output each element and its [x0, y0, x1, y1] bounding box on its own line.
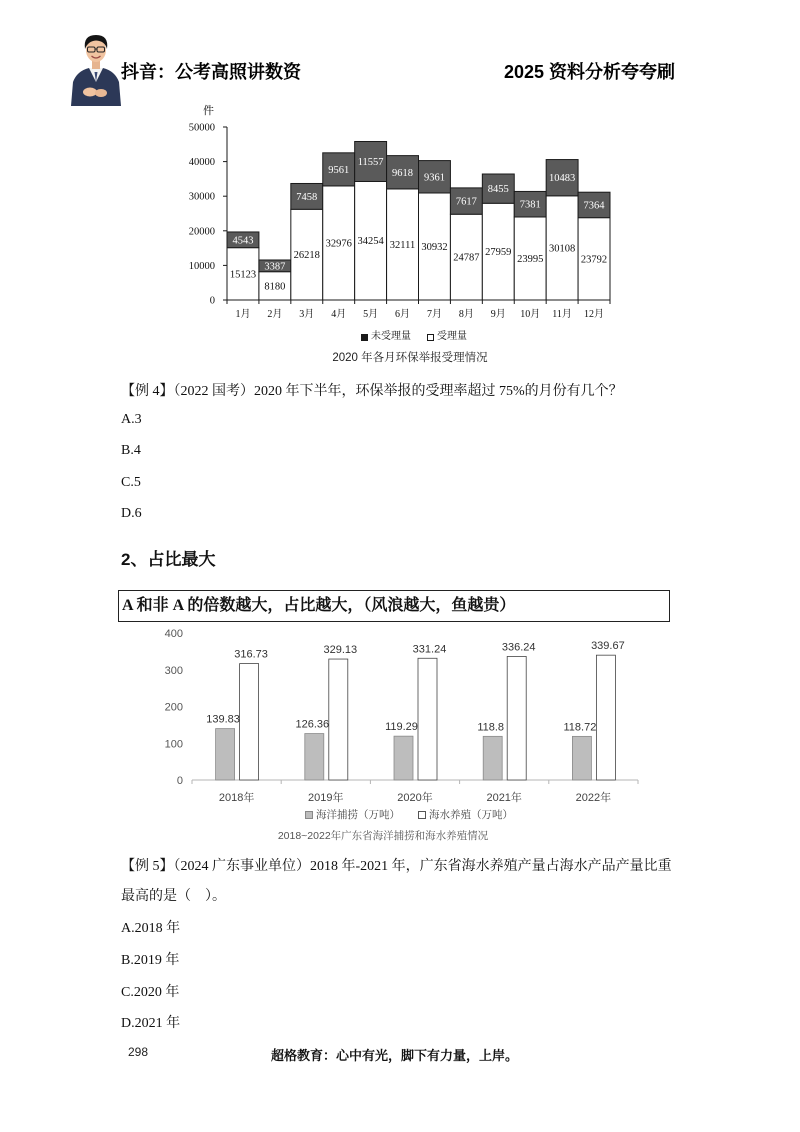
- data-label-unaccepted-6: 9618: [392, 167, 414, 179]
- bar-mariculture-3: [418, 658, 437, 780]
- data-label-marine-fishing-3: 119.29: [385, 721, 418, 734]
- footer-slogan: 超格教育：心中有光，脚下有力量，上岸。: [271, 1048, 519, 1063]
- data-label-accepted-12: 23792: [580, 254, 608, 266]
- y-tick-label: 400: [164, 628, 183, 640]
- data-label-unaccepted-2: 3387: [264, 261, 286, 273]
- legend-swatch-mariculture: [418, 811, 426, 819]
- x-tick-label-10: 10月: [520, 309, 541, 320]
- x-tick-label-7: 7月: [426, 309, 442, 320]
- y-tick-label: 100: [164, 738, 183, 751]
- channel-title: 抖音：公考高照讲数资: [121, 62, 301, 82]
- data-label-unaccepted-9: 8455: [487, 184, 509, 196]
- data-label-unaccepted-3: 7458: [296, 191, 318, 203]
- legend-label-mariculture: 海水养殖（万吨）: [429, 809, 513, 821]
- bar-mariculture-5: [596, 655, 615, 780]
- x-tick-label-2: 2月: [267, 309, 283, 320]
- bar-marine-fishing-1: [216, 729, 235, 780]
- example4-option-a: A.3: [121, 412, 142, 427]
- y-axis-unit-label: 件: [203, 105, 214, 117]
- chart1-legend: [361, 331, 467, 343]
- page-number: 298: [128, 1045, 149, 1059]
- legend-swatch-marine-fishing: [305, 811, 313, 819]
- tip-box: [118, 590, 670, 622]
- y-tick-label: 40000: [188, 157, 215, 169]
- example4-option-d: D.6: [121, 506, 142, 521]
- legend-swatch-accepted: [427, 334, 434, 341]
- example5-option-b: B.2019 年: [121, 953, 180, 968]
- data-label-unaccepted-1: 4543: [232, 235, 254, 247]
- data-label-accepted-7: 30932: [421, 241, 448, 253]
- x-tick-label-6: 6月: [395, 309, 411, 320]
- y-tick-label: 30000: [188, 191, 215, 203]
- bar-mariculture-1: [240, 664, 259, 780]
- legend-label-unaccepted: 未受理量: [371, 331, 411, 342]
- data-label-unaccepted-8: 7617: [455, 196, 477, 208]
- data-label-accepted-3: 26218: [293, 250, 320, 262]
- presenter-avatar: [68, 30, 124, 106]
- x-tick-label-5: 2022年: [575, 792, 612, 804]
- data-label-accepted-2: 8180: [264, 281, 286, 293]
- bar-mariculture-2: [329, 659, 348, 780]
- tip-text: A 和非 A 的倍数越大，占比越大，（风浪越大，鱼越贵）: [122, 597, 516, 614]
- data-label-accepted-1: 15123: [229, 269, 257, 281]
- bar-marine-fishing-2: [305, 734, 324, 780]
- data-label-unaccepted-5: 11557: [357, 156, 384, 168]
- data-label-accepted-4: 32976: [325, 238, 352, 250]
- data-label-accepted-9: 27959: [485, 247, 512, 259]
- data-label-accepted-6: 32111: [389, 239, 416, 251]
- bar-marine-fishing-3: [394, 736, 413, 780]
- data-label-mariculture-5: 339.67: [591, 640, 625, 653]
- data-label-accepted-8: 24787: [453, 252, 480, 264]
- example4-option-b: B.4: [121, 443, 141, 458]
- example4-option-c: C.5: [121, 475, 141, 490]
- data-label-unaccepted-7: 9361: [423, 172, 445, 184]
- data-label-marine-fishing-4: 118.8: [477, 721, 505, 734]
- data-label-mariculture-4: 336.24: [501, 641, 536, 654]
- chart2-legend: [305, 809, 513, 821]
- data-label-unaccepted-12: 7364: [583, 200, 605, 212]
- bar-mariculture-4: [507, 656, 526, 780]
- x-tick-label-8: 8月: [458, 309, 474, 320]
- legend-label-accepted: 受理量: [437, 331, 467, 342]
- data-label-marine-fishing-5: 118.72: [563, 721, 597, 734]
- x-tick-label-11: 11月: [552, 309, 572, 320]
- y-tick-label: 300: [164, 664, 183, 677]
- y-tick-label: 200: [164, 701, 183, 714]
- x-tick-label-2: 2019年: [308, 792, 344, 804]
- bar-marine-fishing-4: [483, 736, 502, 780]
- example5-option-c: C.2020 年: [121, 985, 180, 1000]
- data-label-mariculture-1: 316.73: [234, 648, 268, 661]
- example5-option-a: A.2018 年: [121, 921, 181, 936]
- data-label-mariculture-2: 329.13: [323, 644, 358, 657]
- x-tick-label-4: 2021年: [486, 792, 522, 804]
- data-label-marine-fishing-1: 139.83: [206, 713, 240, 726]
- example5-question-line-2: 最高的是（ ）。: [121, 889, 226, 904]
- legend-swatch-unaccepted: [361, 334, 368, 341]
- data-label-unaccepted-4: 9561: [328, 164, 350, 176]
- chart1-caption: 2020 年各月环保举报受理情况: [332, 352, 488, 364]
- y-tick-label: 50000: [188, 122, 215, 134]
- example4-question: 【例 4】（2022 国考）2020 年下半年，环保举报的受理率超过 75%的月份有几个？: [121, 384, 623, 399]
- x-tick-label-5: 5月: [363, 309, 379, 320]
- data-label-accepted-5: 34254: [357, 236, 384, 248]
- x-tick-label-3: 3月: [299, 309, 315, 320]
- x-tick-label-1: 2018年: [218, 792, 255, 804]
- section-heading: 2、占比最大: [121, 550, 216, 569]
- data-label-unaccepted-10: 7381: [519, 199, 541, 211]
- legend-label-marine-fishing: 海洋捕捞（万吨）: [316, 809, 400, 821]
- x-tick-label-9: 9月: [490, 309, 506, 320]
- data-label-accepted-10: 23995: [517, 253, 544, 265]
- example5-option-d: D.2021 年: [121, 1016, 181, 1031]
- chart-fishery-grouped-bar: [150, 620, 650, 810]
- chart2-caption: 2018~2022年广东省海洋捕捞和海水养殖情况: [277, 830, 489, 842]
- example5-question-line-1: 【例 5】（2024 广东事业单位）2018 年-2021 年，广东省海水养殖产量占海水产品产量比重: [121, 859, 672, 874]
- chart-complaints-stacked-bar: [170, 100, 630, 325]
- data-label-accepted-11: 30108: [549, 243, 576, 255]
- y-tick-label: 10000: [188, 260, 215, 272]
- data-label-mariculture-3: 331.24: [412, 643, 447, 656]
- y-tick-label: 0: [176, 775, 183, 787]
- data-label-unaccepted-11: 10483: [549, 173, 576, 185]
- bar-marine-fishing-5: [572, 736, 591, 780]
- x-tick-label-3: 2020年: [397, 792, 433, 804]
- data-label-marine-fishing-2: 126.36: [295, 718, 330, 731]
- x-tick-label-4: 4月: [331, 309, 347, 320]
- y-tick-label: 0: [209, 295, 215, 307]
- x-tick-label-1: 1月: [235, 309, 251, 320]
- book-title: 2025 资料分析夸夸刷: [503, 62, 675, 82]
- x-tick-label-12: 12月: [584, 309, 605, 320]
- y-tick-label: 20000: [188, 226, 215, 238]
